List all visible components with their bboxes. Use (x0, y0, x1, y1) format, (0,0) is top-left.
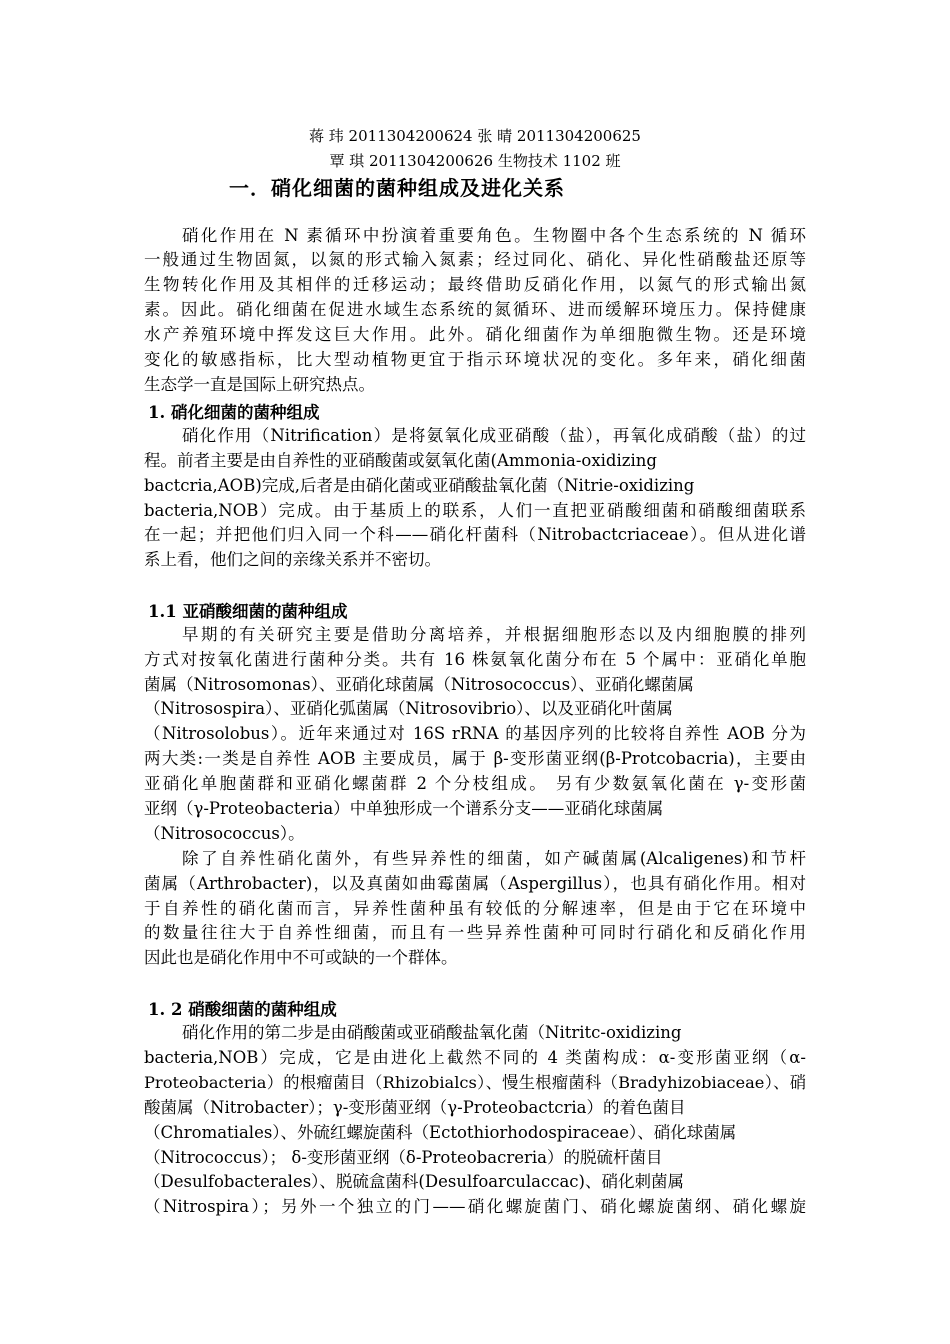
section-1-2-line: （Nitrococcus）； δ-变形菌亚纲（δ-Proteobacreria）的脱硫杆菌目 (144, 1148, 663, 1167)
section-1-1-line: 的数量往往大于自养性细菌，而且有一些异养性菌种可同时行硝化和反硝化作用 (144, 923, 806, 942)
section-1-1-line: 菌属（Arthrobacter)，以及真菌如曲霉菌属（Aspergillus），也具有硝化作用。相对 (144, 874, 806, 893)
section-1-1-line: 于自养性的硝化菌而言，异养性菌种虽有较低的分解速率，但是由于它在环境中 (144, 899, 806, 918)
section-1-1-line: 方式对按氧化菌进行菌种分类。共有 16 株氨氧化菌分布在 5 个属中：亚硝化单胞 (144, 650, 806, 669)
section-1-2-heading: 1. 2 硝酸细菌的菌种组成 (148, 1000, 337, 1019)
section-1-line: bactcria,AOB)完成,后者是由硝化菌或亚硝酸盐氧化菌（Nitrie-oxidizing (144, 476, 695, 495)
section-1-1-line: 亚硝化单胞菌群和亚硝化螺菌群 2 个分枝组成。 另有少数氨氧化菌在 γ-变形菌 (144, 774, 806, 793)
section-1-1-line: （Nitrosolobus）。近年来通过对 16S rRNA 的基因序列的比较将自养性 AOB 分为 (144, 724, 806, 743)
intro-line: 生物转化作用及其相伴的迁移运动；最终借助反硝化作用，以氮气的形式输出氮 (144, 275, 806, 294)
section-1-2-line: bacteria,NOB）完成，它是由进化上截然不同的 4 类菌构成：α-变形菌亚纲（α- (144, 1048, 806, 1067)
section-1-2-line: （Nitrospira）；另外一个独立的门——硝化螺旋菌门、硝化螺旋菌纲、硝化螺旋 (144, 1197, 806, 1216)
section-1-heading: 1. 硝化细菌的菌种组成 (148, 403, 320, 422)
section-1-2-line: 酸菌属（Nitrobacter）；γ-变形菌亚纲（γ-Proteobactcria）的着色菌目 (144, 1098, 686, 1117)
authors-line-1: 蒋 玮 2011304200624 张 晴 2011304200625 (309, 127, 641, 145)
section-1-1-line: 因此也是硝化作用中不可或缺的一个群体。 (144, 948, 458, 967)
section-1-2-line: Proteobacteria）的根瘤菌目（Rhizobialcs）、慢生根瘤菌科（Bradyhizobiaceae）、硝 (144, 1073, 806, 1092)
section-title: 一．硝化细菌的菌种组成及进化关系 (229, 176, 565, 200)
section-1-2-line: （Desulfobacterales）、脱硫盒菌科(Desulfoarculaccac)、硝化刺菌属 (144, 1172, 684, 1191)
section-1-1-heading: 1.1 亚硝酸细菌的菌种组成 (148, 602, 348, 621)
section-1-1-line: 菌属（Nitrosomonas）、亚硝化球菌属（Nitrosococcus）、亚硝化螺菌属 (144, 675, 694, 694)
section-1-line: bacteria,NOB）完成。由于基质上的联系，人们一直把亚硝酸细菌和硝酸细菌联系 (144, 501, 806, 520)
intro-line: 素。因此。硝化细菌在促进水域生态系统的氮循环、进而缓解环境压力。保持健康 (144, 300, 806, 319)
section-1-1-line: 早期的有关研究主要是借助分离培养，并根据细胞形态以及内细胞膜的排列 (182, 625, 806, 644)
section-1-1-line: 两大类:一类是自养性 AOB 主要成员，属于 β-变形菌亚纲(β-Protcobacria)，主要由 (144, 749, 806, 768)
section-1-1-line: （Nitrosococcus）。 (144, 824, 305, 843)
intro-line: 一般通过生物固氮，以氮的形式输入氮素；经过同化、硝化、异化性硝酸盐还原等 (144, 250, 806, 269)
section-1-1-line: 除了自养性硝化菌外，有些异养性的细菌，如产碱菌属(Alcaligenes)和节杆 (182, 849, 806, 868)
section-1-line: 程。前者主要是由自养性的亚硝酸菌或氨氧化菌(Ammonia-oxidizing (144, 451, 657, 470)
section-1-1-line: 亚纲（γ-Proteobacteria）中单独形成一个谱系分支——亚硝化球菌属 (144, 799, 664, 818)
intro-line: 水产养殖环境中挥发这巨大作用。此外。硝化细菌作为单细胞微生物。还是环境 (144, 325, 806, 344)
authors-line-2: 覃 琪 2011304200626 生物技术 1102 班 (329, 152, 621, 170)
section-1-1-line: （Nitrosospira）、亚硝化弧菌属（Nitrosovibrio）、以及亚硝化叶菌属 (144, 699, 673, 718)
section-1-2-line: 硝化作用的第二步是由硝酸菌或亚硝酸盐氧化菌（Nitritc-oxidizing (182, 1023, 682, 1042)
intro-line: 生态学一直是国际上研究热点。 (144, 375, 375, 394)
section-1-line: 系上看，他们之间的亲缘关系并不密切。 (144, 550, 441, 569)
section-1-line: 硝化作用（Nitrification）是将氨氧化成亚硝酸（盐），再氧化成硝酸（盐）的过 (182, 426, 806, 445)
section-1-2-line: （Chromatiales）、外硫红螺旋菌科（Ectothiorhodospiraceae）、硝化球菌属 (144, 1123, 737, 1142)
intro-line: 硝化作用在 N 素循环中扮演着重要角色。生物圈中各个生态系统的 N 循环 (182, 226, 806, 245)
intro-line: 变化的敏感指标，比大型动植物更宜于指示环境状况的变化。多年来，硝化细菌 (144, 350, 806, 369)
section-1-line: 在一起；并把他们归入同一个科——硝化杆菌科（Nitrobactcriaceae）。但从进化谱 (144, 525, 806, 544)
